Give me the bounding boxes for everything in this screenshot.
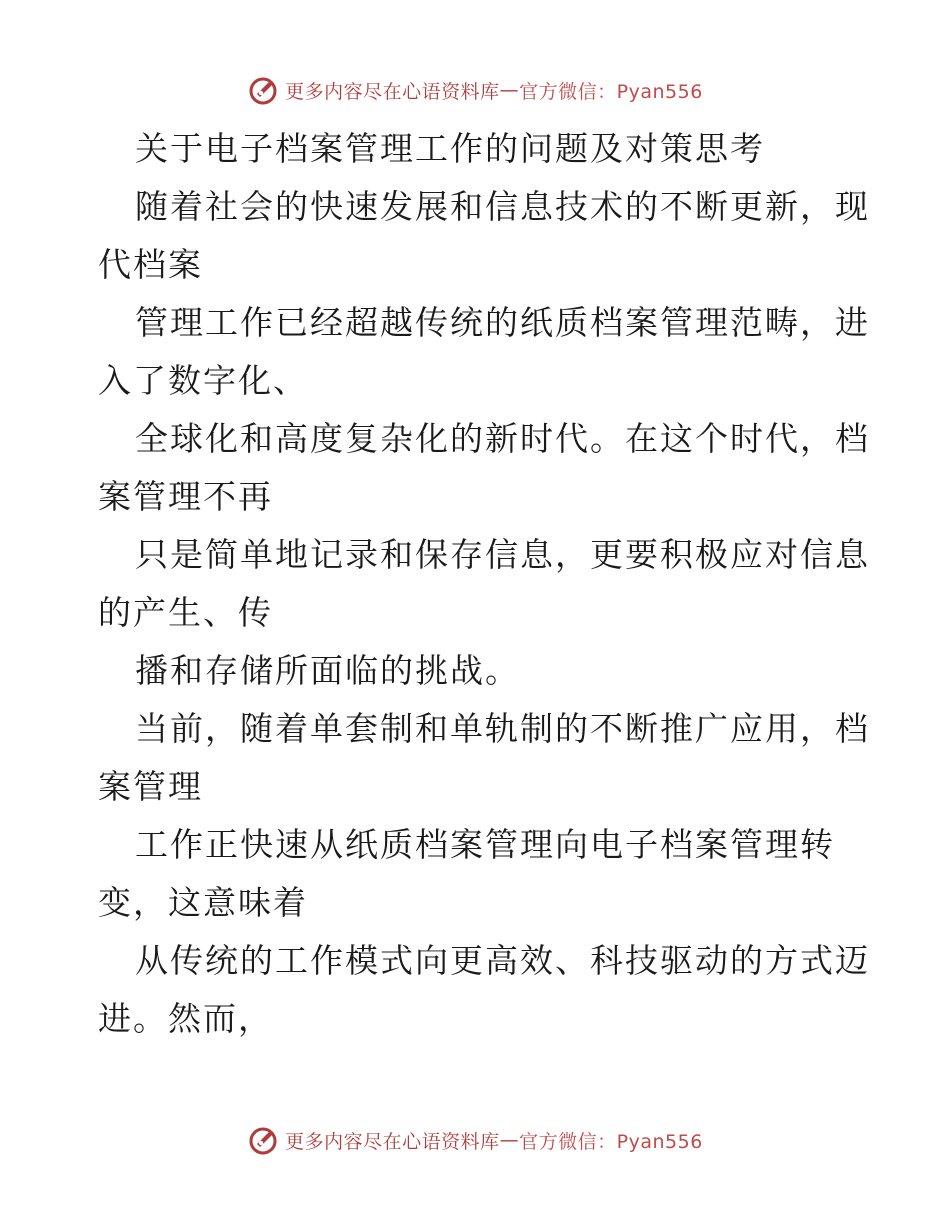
text-line: 播和存储所面临的挑战。 <box>135 651 520 690</box>
text-line: 代档案 <box>98 245 203 284</box>
watermark-account: 官方微信：Pyan556 <box>519 1130 703 1153</box>
pen-logo-icon <box>247 1124 279 1156</box>
text-line: 只是简单地记录和保存信息，更要积极应对信息 <box>135 535 870 574</box>
text-line: 的产生、传 <box>98 593 273 632</box>
footer-watermark <box>0 1120 950 1160</box>
watermark-dash: — <box>499 79 520 101</box>
text-line: 案管理不再 <box>98 477 273 516</box>
text-line: 全球化和高度复杂化的新时代。在这个时代，档 <box>135 419 870 458</box>
text-line: 管理工作已经超越传统的纸质档案管理范畴，进 <box>135 303 870 342</box>
text-line: 当前，随着单套制和单轨制的不断推广应用，档 <box>135 709 870 748</box>
text-line: 从传统的工作模式向更高效、科技驱动的方式迈 <box>135 941 870 980</box>
text-line: 变，这意味着 <box>98 883 308 922</box>
text-line: 案管理 <box>98 767 203 806</box>
watermark-dash: — <box>499 1129 520 1151</box>
watermark-prefix: 更多内容尽在心语资料库 <box>285 1130 500 1153</box>
watermark-prefix: 更多内容尽在心语资料库 <box>285 80 500 103</box>
text-line: 随着社会的快速发展和信息技术的不断更新，现 <box>135 187 870 226</box>
text-line: 入了数字化、 <box>98 361 308 400</box>
text-line: 工作正快速从纸质档案管理向电子档案管理转 <box>135 825 835 864</box>
document-title: 关于电子档案管理工作的问题及对策思考 <box>135 129 765 168</box>
watermark-account: 官方微信：Pyan556 <box>519 80 703 103</box>
pen-logo-icon <box>247 74 279 106</box>
header-watermark <box>0 70 950 110</box>
document-body <box>98 120 870 1048</box>
text-line: 进。然而， <box>98 999 273 1038</box>
